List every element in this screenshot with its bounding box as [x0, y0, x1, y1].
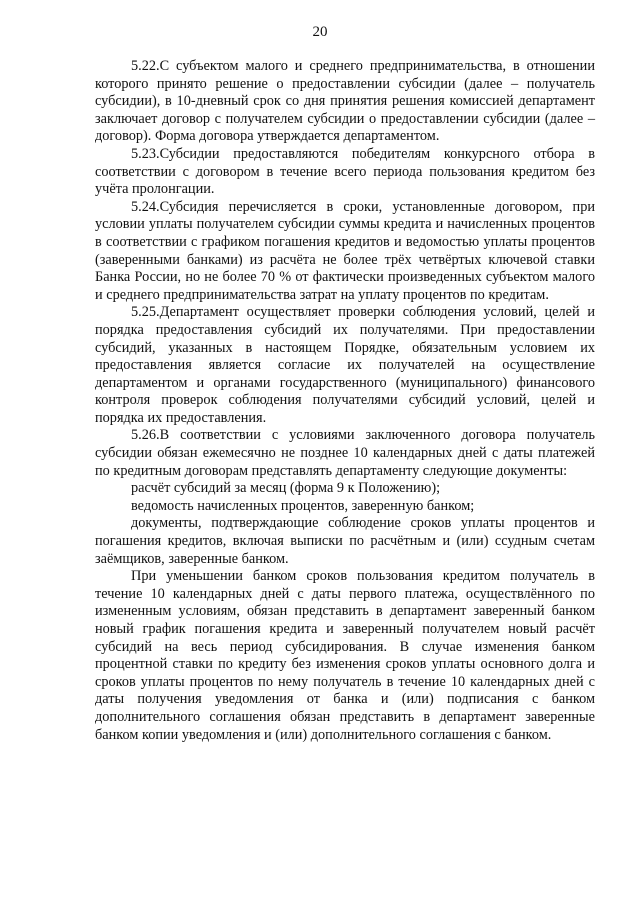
list-item-payment-documents: документы, подтверждающие соблюдение сроков уплаты процентов и погашения кредитов, включая выписки по расчётным и (или) ссудным счетам заёмщиков, заверенные банком. — [95, 515, 595, 567]
paragraph-5-23: 5.23.Субсидии предоставляются победителям конкурсного отбора в соответствии с договором в течение всего периода пользования кредитом без учёта пролонгации. — [95, 145, 595, 198]
page-number: 20 — [312, 24, 328, 40]
paragraph-5-24: 5.24.Субсидия перечисляется в сроки, установленные договором, при условии уплаты получателем субсидии суммы кредита и начисленных процентов в соответствии с графиком погашения кредитов и ведомостью уплаты процентов (заверенными банками) из расчёта не более трёх четвёртых ключевой ставки Банка России, но не более 70 % от фактически произведенных субъектом малого и среднего предпринимательства затрат на уплату процентов по кредитам. — [95, 198, 595, 303]
paragraph-5-25: 5.25.Департамент осуществляет проверки соблюдения условий, целей и порядка предоставления субсидий их получателями. При предоставлении субсидий, указанных в настоящем Порядке, обязательным условием их предоставления является согласие их получателей на осуществление департаментом и органами государственного (муниципального) финансового контроля проверок соблюдения получателями субсидий условий, целей и порядка их предоставления. — [95, 304, 595, 426]
paragraph-term-reduction: При уменьшении банком сроков пользования кредитом получатель в течение 10 календарных дней с даты первого платежа, осуществлённого по измененным условиям, обязан представить в департамент заверенный банком новый график погашения кредита и заверенный получателем новый расчёт субсидий на весь период субсидирования. В случае изменения банком процентной ставки по кредиту без изменения сроков уплаты основного долга и сроков уплаты процентов по нему получатель в течение 10 календарных дней с даты получения уведомления от банка и (или) подписания с банком дополнительного соглашения обязан представить в департамент заверенные банком копии уведомления и (или) дополнительного соглашения с банком. — [95, 568, 595, 743]
list-item-interest-statement: ведомость начисленных процентов, заверенную банком; — [131, 497, 475, 514]
list-item-subsidy-calculation: расчёт субсидий за месяц (форма 9 к Положению); — [131, 480, 441, 497]
paragraph-5-22: 5.22.С субъектом малого и среднего предпринимательства, в отношении которого принято решение о предоставлении субсидии (далее – получатель субсидии), в 10-дневный срок со дня принятия решения комиссией департамент заключает договор с получателем субсидии о предоставлении субсидии (далее – договор). Форма договора утверждается департаментом. — [95, 58, 595, 145]
document-body — [95, 58, 595, 744]
paragraph-5-26: 5.26.В соответствии с условиями заключенного договора получатель субсидии обязан ежемесячно не позднее 10 календарных дней с даты платежей по кредитным договорам представлять департаменту следующие документы: — [95, 427, 595, 479]
